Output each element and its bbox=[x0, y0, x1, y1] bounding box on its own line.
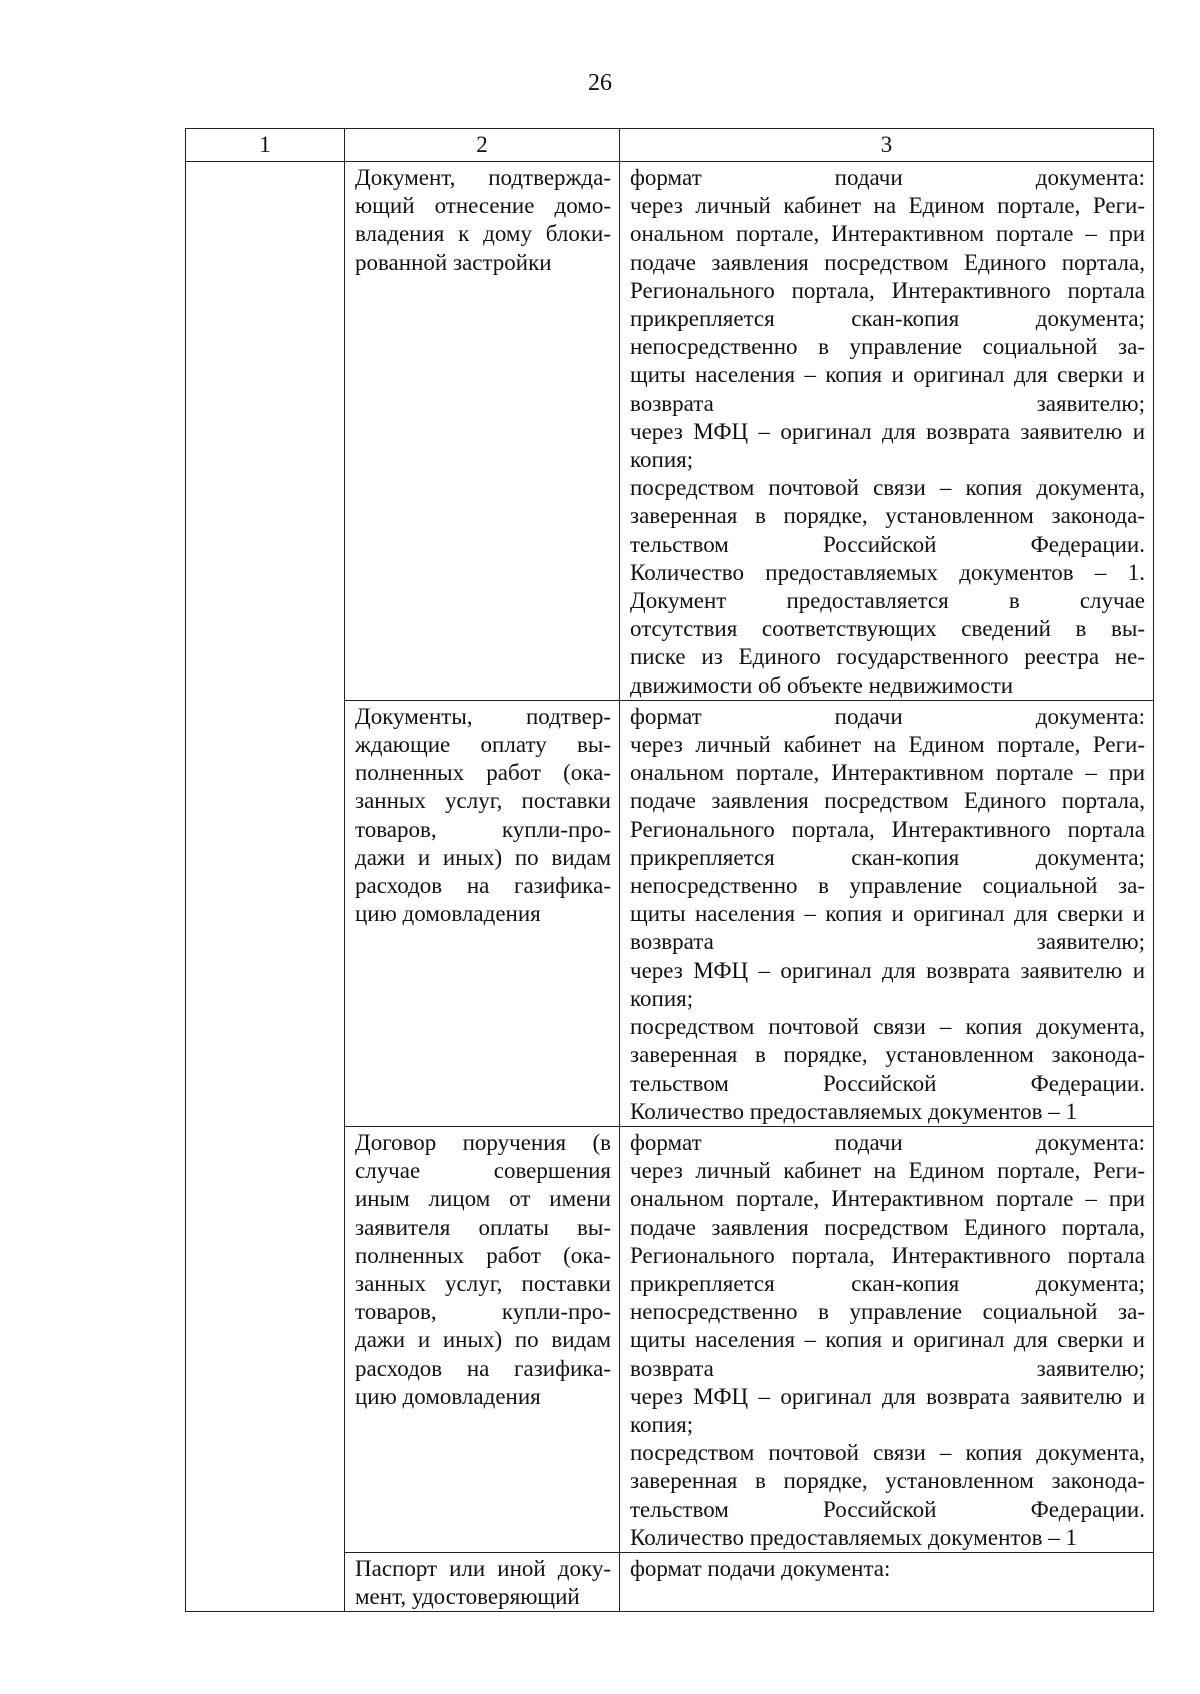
text-line: Документы, подтвер- bbox=[355, 703, 611, 729]
text-line: полненных работ (ока- bbox=[355, 1242, 611, 1268]
text-line: Паспорт или иной доку- bbox=[355, 1555, 611, 1581]
table-body bbox=[186, 162, 1154, 1612]
text-line: ональном портале, Интерактивном портале – при bbox=[630, 1186, 1145, 1212]
table-header bbox=[186, 129, 1154, 162]
text-line: полненных работ (ока- bbox=[355, 760, 611, 786]
text-line: Количество предоставляемых документов – 1. bbox=[630, 559, 1145, 585]
document-description-cell bbox=[620, 1126, 1154, 1552]
text-line: щиты населения – копия и оригинал для сверки и bbox=[630, 901, 1145, 927]
text-line: заверенная в порядке, установленном законода- bbox=[630, 1468, 1145, 1494]
text-line: непосредственно в управление социальной за- bbox=[630, 334, 1145, 360]
text-line: возврата заявителю; bbox=[630, 929, 1145, 955]
text-line: щиты населения – копия и оригинал для сверки и bbox=[630, 362, 1145, 388]
text-line: цию домовладения bbox=[355, 901, 541, 927]
text-line: непосредственно в управление социальной за- bbox=[630, 873, 1145, 899]
header-col-3: 3 bbox=[620, 129, 1154, 162]
text-line: формат подачи документа: bbox=[630, 165, 1145, 190]
empty-column-cell bbox=[186, 162, 345, 1612]
text-line: тельством Российской Федерации. bbox=[630, 531, 1145, 557]
document-name-cell bbox=[345, 162, 620, 701]
text-line: заявителя оплаты вы- bbox=[355, 1214, 611, 1240]
text-line: мент, удостоверяющий bbox=[355, 1584, 580, 1610]
text-line: Количество предоставляемых документов – 1 bbox=[630, 1524, 1077, 1550]
text-line: Документ, подтвержда- bbox=[355, 165, 611, 190]
text-line: Регионального портала, Интерактивного портала bbox=[630, 277, 1145, 303]
text-line: владения к дому блоки- bbox=[355, 221, 611, 247]
text-line: возврата заявителю; bbox=[630, 1355, 1145, 1381]
text-line: движимости об объекте недвижимости bbox=[630, 672, 1014, 698]
text-line: посредством почтовой связи – копия документа, bbox=[630, 1014, 1145, 1040]
text-line: прикрепляется скан-копия документа; bbox=[630, 1270, 1145, 1296]
document-description-cell bbox=[620, 700, 1154, 1126]
text-line: через личный кабинет на Едином портале, Реги- bbox=[630, 1158, 1145, 1184]
text-line: посредством почтовой связи – копия документа, bbox=[630, 475, 1145, 501]
text-line: цию домовладения bbox=[355, 1383, 541, 1409]
document-name-cell bbox=[345, 700, 620, 1126]
text-line: дажи и иных) по видам bbox=[355, 844, 611, 870]
text-line: ональном портале, Интерактивном портале – при bbox=[630, 221, 1145, 247]
text-line: непосредственно в управление социальной за- bbox=[630, 1299, 1145, 1325]
header-col-2: 2 bbox=[345, 129, 620, 162]
text-line: формат подачи документа: bbox=[630, 1129, 1145, 1155]
text-line: тельством Российской Федерации. bbox=[630, 1496, 1145, 1522]
text-line: писке из Единого государственного реестра не- bbox=[630, 644, 1145, 670]
text-line: ждающие оплату вы- bbox=[355, 732, 611, 758]
text-line: Количество предоставляемых документов – 1 bbox=[630, 1098, 1077, 1124]
documents-table bbox=[185, 128, 1154, 1612]
text-line: копия; bbox=[630, 985, 694, 1011]
text-line: щиты населения – копия и оригинал для сверки и bbox=[630, 1327, 1145, 1353]
document-description-cell bbox=[620, 1552, 1154, 1611]
text-line: прикрепляется скан-копия документа; bbox=[630, 306, 1145, 332]
document-name-cell bbox=[345, 1126, 620, 1552]
text-line: случае совершения bbox=[355, 1158, 611, 1184]
text-line: расходов на газифика- bbox=[355, 873, 611, 899]
page-number: 26 bbox=[588, 70, 612, 96]
text-line: ональном портале, Интерактивном портале – при bbox=[630, 760, 1145, 786]
text-line: заверенная в порядке, установленном законода- bbox=[630, 1042, 1145, 1068]
text-line: заверенная в порядке, установленном законода- bbox=[630, 503, 1145, 529]
text-line: возврата заявителю; bbox=[630, 390, 1145, 416]
text-line: рованной застройки bbox=[355, 249, 552, 275]
text-line: копия; bbox=[630, 1411, 694, 1437]
text-line: Документ предоставляется в случае bbox=[630, 588, 1145, 614]
text-line: подаче заявления посредством Единого портала, bbox=[630, 249, 1145, 275]
text-line: через личный кабинет на Едином портале, Реги- bbox=[630, 193, 1145, 219]
text-line: Регионального портала, Интерактивного портала bbox=[630, 816, 1145, 842]
document-name-cell bbox=[345, 1552, 620, 1611]
text-line: подаче заявления посредством Единого портала, bbox=[630, 1214, 1145, 1240]
text-line: прикрепляется скан-копия документа; bbox=[630, 844, 1145, 870]
text-line: формат подачи документа: bbox=[630, 703, 1145, 729]
text-line: дажи и иных) по видам bbox=[355, 1327, 611, 1353]
text-line: подаче заявления посредством Единого портала, bbox=[630, 788, 1145, 814]
text-line: посредством почтовой связи – копия документа, bbox=[630, 1440, 1145, 1466]
text-line: копия; bbox=[630, 447, 694, 473]
header-col-1: 1 bbox=[186, 129, 345, 162]
text-line: занных услуг, поставки bbox=[355, 1270, 611, 1296]
document-description-cell bbox=[620, 162, 1154, 701]
text-line: товаров, купли-про- bbox=[355, 1299, 611, 1325]
text-line: через личный кабинет на Едином портале, Реги- bbox=[630, 732, 1145, 758]
text-line: через МФЦ – оригинал для возврата заявителю и bbox=[630, 418, 1145, 444]
text-line: товаров, купли-про- bbox=[355, 816, 611, 842]
text-line: ющий отнесение домо- bbox=[355, 193, 611, 219]
text-line: отсутствия соответствующих сведений в вы- bbox=[630, 616, 1145, 642]
text-line: расходов на газифика- bbox=[355, 1355, 611, 1381]
header-row bbox=[186, 129, 1154, 162]
text-line: через МФЦ – оригинал для возврата заявителю и bbox=[630, 957, 1145, 983]
text-line: Договор поручения (в bbox=[355, 1129, 611, 1155]
text-line: тельством Российской Федерации. bbox=[630, 1070, 1145, 1096]
text-line: формат подачи документа: bbox=[630, 1555, 891, 1581]
text-line: Регионального портала, Интерактивного портала bbox=[630, 1242, 1145, 1268]
text-line: через МФЦ – оригинал для возврата заявителю и bbox=[630, 1383, 1145, 1409]
text-line: занных услуг, поставки bbox=[355, 788, 611, 814]
text-line: иным лицом от имени bbox=[355, 1186, 611, 1212]
table-row bbox=[186, 162, 1154, 701]
